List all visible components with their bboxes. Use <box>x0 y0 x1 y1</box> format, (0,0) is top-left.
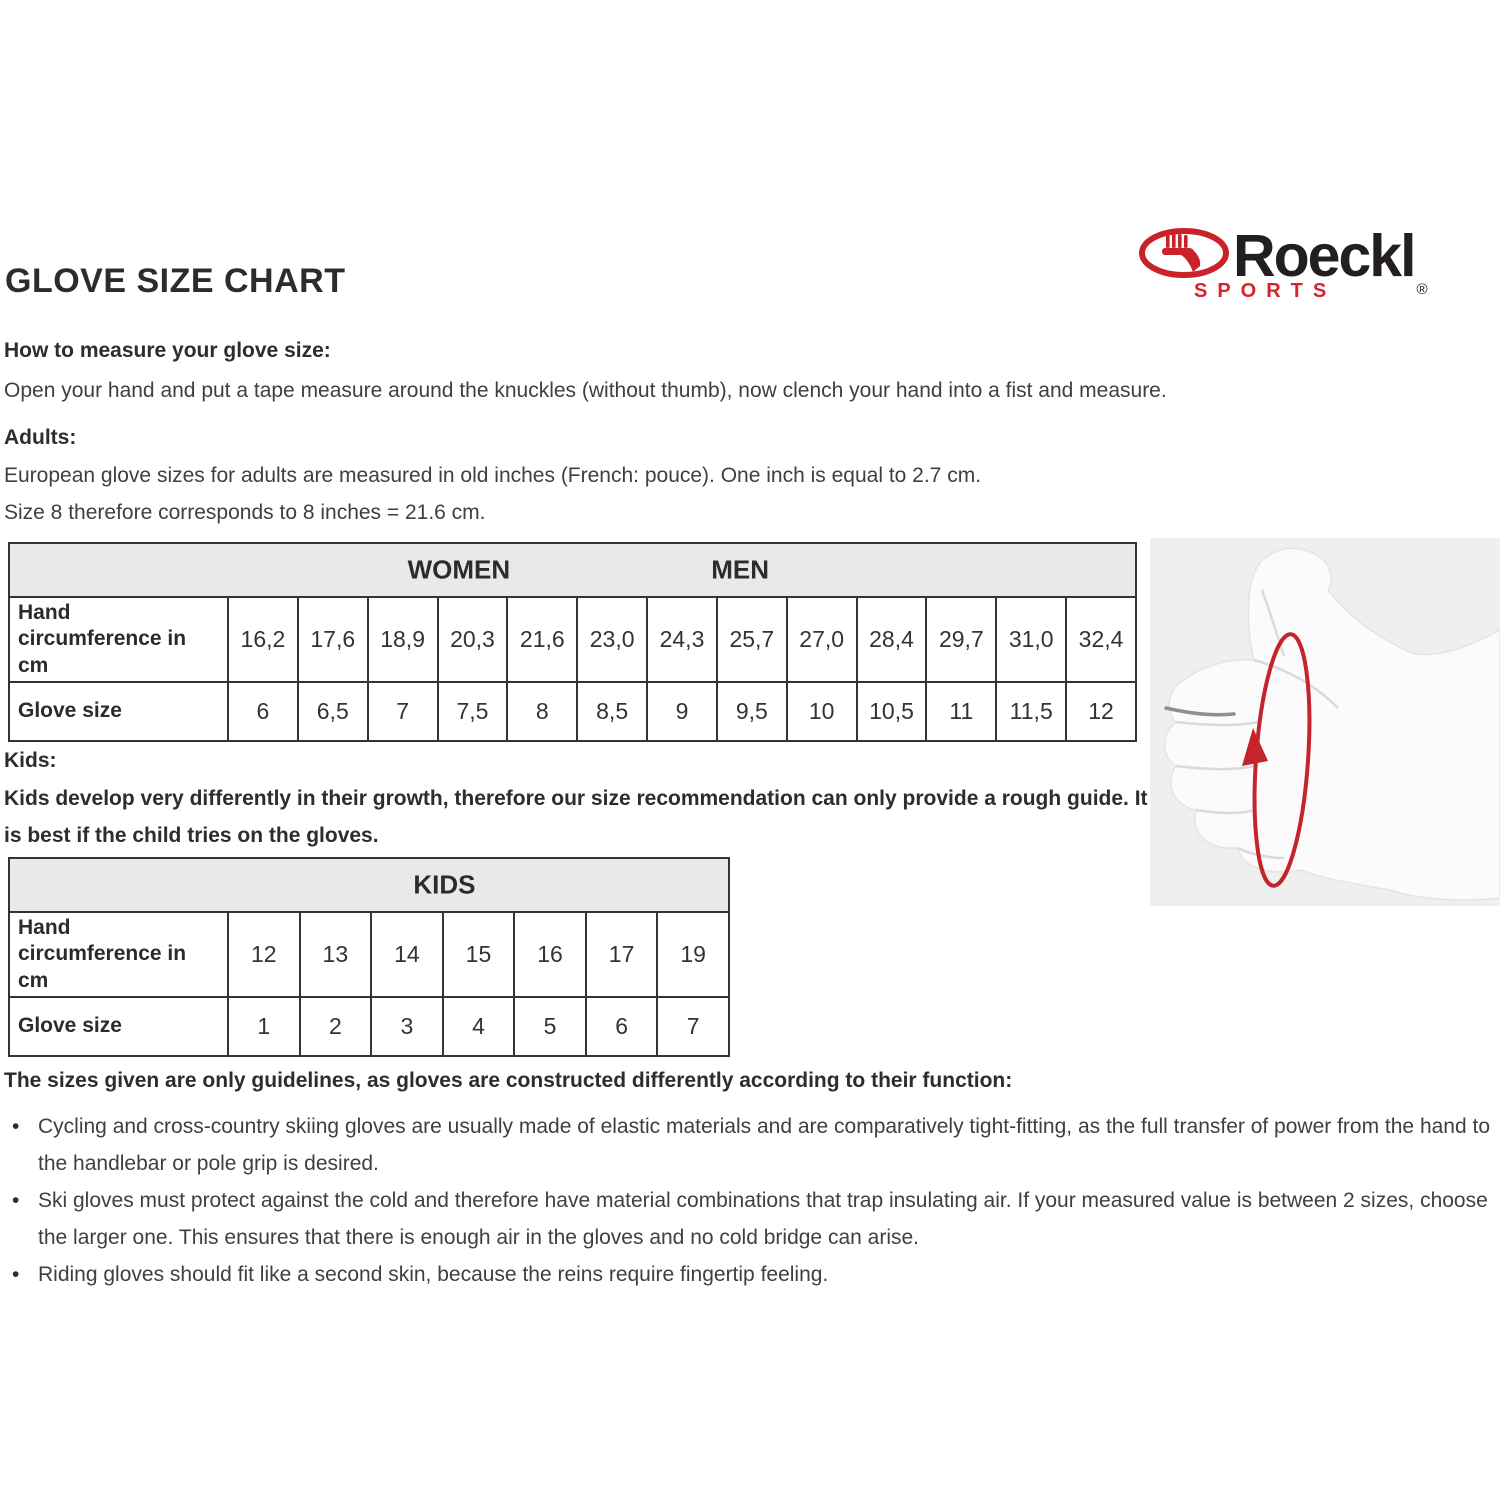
size-cell: 2 <box>300 997 372 1056</box>
roeckl-hand-logo-icon <box>1138 228 1230 280</box>
kids-group-label: KIDS <box>413 869 476 900</box>
size-cell: 7 <box>368 682 438 741</box>
adult-table-group-header-cell <box>9 543 1136 597</box>
guidelines-heading: The sizes given are only guidelines, as gloves are constructed differently according to their function: <box>4 1069 1013 1092</box>
size-cell: 11,5 <box>996 682 1066 741</box>
circumference-cell: 12 <box>228 912 300 997</box>
adult-table-header-row <box>9 543 1136 597</box>
circumference-cell: 29,7 <box>926 597 996 682</box>
size-cell: 10 <box>787 682 857 741</box>
how-to-measure-text: Open your hand and put a tape measure around the knuckles (without thumb), now clench your hand into a fist and measure. <box>4 379 1167 402</box>
size-cell: 12 <box>1066 682 1136 741</box>
adults-heading: Adults: <box>4 426 77 449</box>
circumference-cell: 19 <box>657 912 729 997</box>
row-label-circumference: Hand circumference in cm <box>9 912 228 997</box>
circumference-cell: 18,9 <box>368 597 438 682</box>
kids-table-group-header-cell <box>9 858 729 912</box>
row-label-glove-size: Glove size <box>9 682 228 741</box>
bullet-icon: • <box>12 1115 20 1138</box>
list-item <box>4 1182 1494 1256</box>
list-item-text: Cycling and cross-country skiing gloves are usually made of elastic materials and are comparatively tight-fitting, as the full transfer of power from the hand to the handlebar or pole grip is desired. <box>38 1115 1491 1175</box>
adults-text-line-1: European glove sizes for adults are measured in old inches (French: pouce). One inch is equal to 2.7 cm. <box>4 464 982 487</box>
size-cell: 9 <box>647 682 717 741</box>
kids-table-header-row <box>9 858 729 912</box>
size-cell: 7,5 <box>438 682 508 741</box>
circumference-cell: 20,3 <box>438 597 508 682</box>
circumference-cell: 13 <box>300 912 372 997</box>
adult-circumference-row <box>9 597 1136 682</box>
circumference-cell: 15 <box>443 912 515 997</box>
size-cell: 6 <box>228 682 298 741</box>
brand-name: Roeckl <box>1233 223 1415 289</box>
how-to-measure-heading: How to measure your glove size: <box>4 339 331 362</box>
circumference-cell: 25,7 <box>717 597 787 682</box>
circumference-cell: 16 <box>514 912 586 997</box>
page-title: GLOVE SIZE CHART <box>5 262 346 300</box>
size-cell: 11 <box>926 682 996 741</box>
hand-measurement-illustration <box>1150 538 1500 906</box>
size-cell: 1 <box>228 997 300 1056</box>
circumference-cell: 31,0 <box>996 597 1066 682</box>
guidelines-list <box>4 1108 1494 1293</box>
adult-glove-size-row <box>9 682 1136 741</box>
adult-size-table <box>8 542 1137 742</box>
circumference-cell: 23,0 <box>577 597 647 682</box>
bullet-icon: • <box>12 1263 20 1286</box>
adults-text <box>4 457 1484 531</box>
circumference-cell: 24,3 <box>647 597 717 682</box>
size-cell: 6 <box>586 997 658 1056</box>
adults-text-line-2: Size 8 therefore corresponds to 8 inches = 21.6 cm. <box>4 501 486 524</box>
list-item <box>4 1108 1494 1182</box>
registered-mark-icon: ® <box>1416 281 1428 298</box>
circumference-cell: 28,4 <box>857 597 927 682</box>
list-item-text: Riding gloves should fit like a second skin, because the reins require fingertip feeling. <box>38 1263 829 1286</box>
kids-glove-size-row <box>9 997 729 1056</box>
circumference-cell: 16,2 <box>228 597 298 682</box>
circumference-cell: 17,6 <box>298 597 368 682</box>
size-cell: 7 <box>657 997 729 1056</box>
kids-text: Kids develop very differently in their growth, therefore our size recommendation can only provide a rough guide. It is best if the child tries on the gloves. <box>4 787 1148 847</box>
brand-subtitle: SPORTS <box>1194 280 1337 302</box>
size-cell: 9,5 <box>717 682 787 741</box>
size-cell: 4 <box>443 997 515 1056</box>
size-cell: 5 <box>514 997 586 1056</box>
circumference-cell: 17 <box>586 912 658 997</box>
kids-circumference-row <box>9 912 729 997</box>
list-item <box>4 1256 1494 1293</box>
bullet-icon: • <box>12 1189 20 1212</box>
kids-heading: Kids: <box>4 749 57 772</box>
row-label-glove-size: Glove size <box>9 997 228 1056</box>
roeckl-sports-logo <box>1136 222 1500 312</box>
size-cell: 3 <box>371 997 443 1056</box>
size-cell: 8 <box>507 682 577 741</box>
kids-size-table <box>8 857 730 1057</box>
size-cell: 10,5 <box>857 682 927 741</box>
size-cell: 8,5 <box>577 682 647 741</box>
circumference-cell: 32,4 <box>1066 597 1136 682</box>
circumference-cell: 14 <box>371 912 443 997</box>
row-label-circumference: Hand circumference in cm <box>9 597 228 682</box>
circumference-cell: 27,0 <box>787 597 857 682</box>
women-group-label: WOMEN <box>407 554 511 585</box>
circumference-cell: 21,6 <box>507 597 577 682</box>
men-group-label: MEN <box>711 554 770 585</box>
list-item-text: Ski gloves must protect against the cold and therefore have material combinations that trap insulating air. If your measured value is between 2 sizes, choose the larger one. This ensures that there is enough air in the gloves and no cold bridge can arise. <box>38 1189 1488 1249</box>
size-cell: 6,5 <box>298 682 368 741</box>
